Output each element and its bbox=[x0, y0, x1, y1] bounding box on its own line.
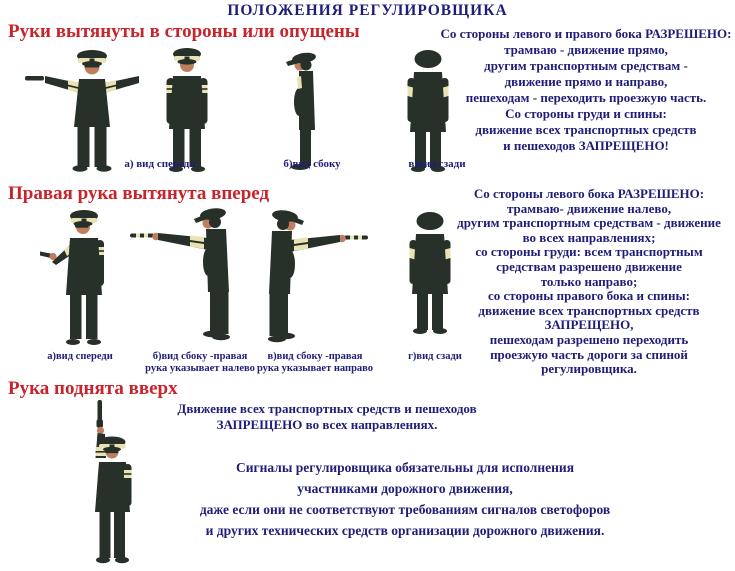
page-title: ПОЛОЖЕНИЯ РЕГУЛИРОВЩИКА bbox=[227, 2, 508, 19]
section-3-rules-text: Движение всех транспортных средств и пешеходов ЗАПРЕЩЕНО во всех направлениях. bbox=[177, 401, 477, 432]
traffic-controller-side-arm-pointing-left-figure bbox=[128, 206, 240, 348]
section-1-rules-text: Со стороны левого и правого бока РАЗРЕШЕНО: трамваю - движение прямо, другим транспортным средствам - движение прямо и направо, пешеходам - переходить проезжую часть. Со стороны груди и спины: движение всех транспортных средств и пешеходов ЗАПРЕЩЕНО! bbox=[440, 26, 732, 153]
figure-caption: б)вид сбоку bbox=[283, 158, 341, 170]
traffic-controller-arm-raised-up-figure bbox=[82, 400, 140, 568]
figure-caption: б)вид сбоку -правая рука указывает налево bbox=[145, 351, 255, 374]
footer-note: Сигналы регулировщика обязательны для исполнения участниками дорожного движения, даже если они не соответствуют требованиям сигналов светофоров и других технических средств организации дорожного движения. bbox=[199, 460, 611, 538]
traffic-controller-front-arm-forward-figure bbox=[40, 207, 110, 347]
figure-caption: г)вид сзади bbox=[408, 351, 462, 362]
figure-caption: в)вид сбоку -правая рука указывает направо bbox=[256, 351, 374, 374]
section-1-heading: Руки вытянуты в стороны или опущены bbox=[8, 21, 360, 42]
traffic-controller-front-arms-down-figure bbox=[160, 45, 214, 173]
figure-caption: а)вид спереди bbox=[47, 351, 113, 362]
section-2-rules-text: Со стороны левого бока РАЗРЕШЕНО: трамваю- движение налево, другим транспортным средствам - движение во всех направлениях; со стороны груди: всем транспортным средствам разрешено движение только направо; со стороны правого бока и спины: движение всех транспортных средств ЗАПРЕЩЕНО, пешеходам разрешено переходить проезжую часть дороги за спиной регулировщика. bbox=[457, 186, 721, 377]
section-3-heading: Рука поднята вверх bbox=[8, 378, 178, 399]
figure-caption: в)вид сзади bbox=[408, 158, 466, 170]
figure-caption: а) вид спереди bbox=[124, 158, 196, 170]
traffic-controller-side-view-figure bbox=[285, 50, 321, 172]
section-2-heading: Правая рука вытянута вперед bbox=[8, 183, 270, 204]
traffic-controller-front-arms-out-figure bbox=[24, 47, 160, 173]
traffic-controller-side-arm-pointing-right-figure bbox=[258, 208, 370, 350]
